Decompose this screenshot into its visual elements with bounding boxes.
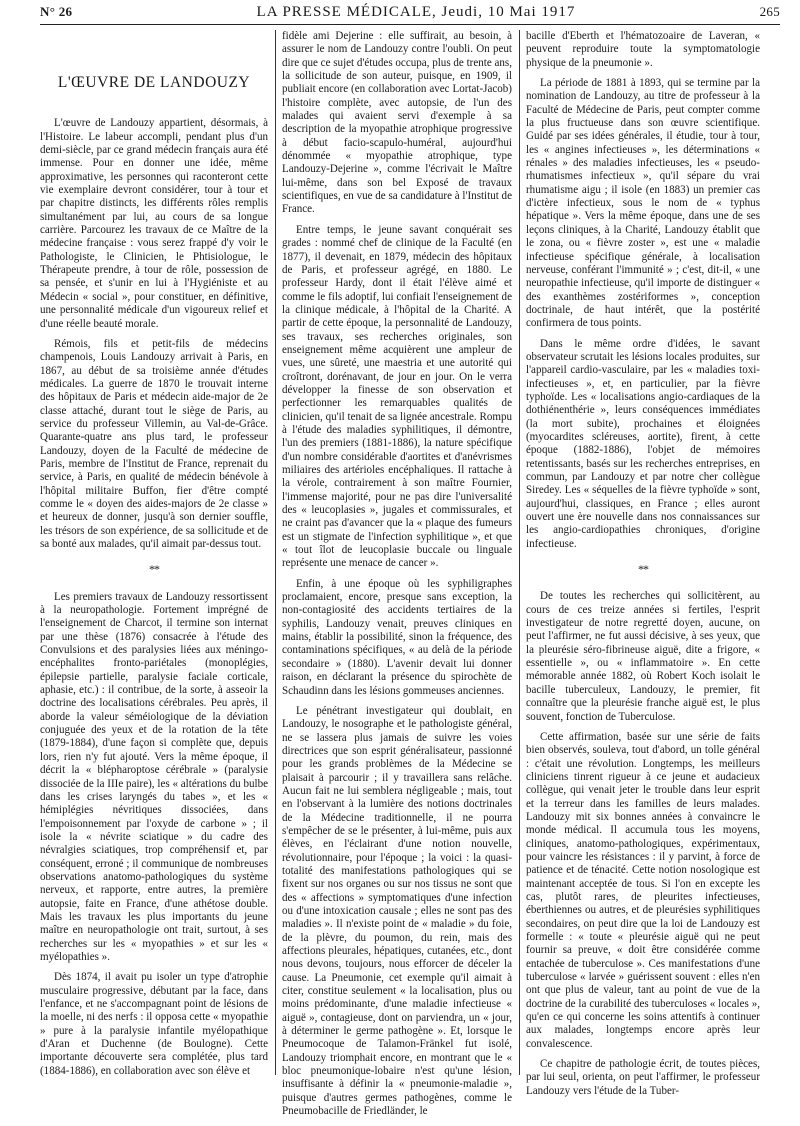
paragraph: Enfin, à une époque où les syphiligraphes proclamaient, encore, presque sans exception, la non-contagiosité des accidents tertiaires de la syphilis, Landouzy venait, preuves cliniques en mains, établir la possibilité, sinon la fréquence, des contaminations spécifiques, « au delà de la période secondaire » (1880). L'avenir devait lui donner raison, en déclarant la présence du spirochète de Schaudinn dans les lésions gommeuses anciennes. [282, 577, 512, 697]
column-2 [282, 30, 512, 1126]
paragraph: Les premiers travaux de Landouzy ressortissent à la neuropathologie. Fortement imprégné de l'enseignement de Charcot, il termine son internat par une thèse (1876) consacrée à l'étude des Convulsions et des paralysies liées aux méningo-encéphalites fronto-pariétales (monoplégies, épilepsie partielle, paralysie faciale corticale, aphasie, etc.) : il contribue, de la sorte, à asseoir la doctrine des localisations cérébrales. Peu après, il aborde la valeur séméiologique de la déviation conjuguée des yeux et de la rotation de la tête (1879-1884), d'une façon si complète que, depuis lors, rien n'y fut ajouté. Vers la même époque, il décrit la « blépharoptose cérébrale » (paralysie dissociée de la IIIe paire), les « altérations du bulbe dans les crises laryngés du tabes », et les « hémiplégies névritiques dissociées, dans l'empoisonnement par l'oxyde de carbone » ; il isole la « névrite sciatique » du cadre des névralgies sciatiques, trop compréhensif et, par conséquent, erroné ; il communique de nombreuses observations anatomo-pathologiques du système nerveux, et rapporte, entre autres, la première autopsie, faite en France, d'une athétose double. Mais les travaux les plus importants du jeune maître en neuropathologie ont trait, surtout, à ses recherches sur les « myopathies » et sur les « myélopathies ». [40, 590, 268, 963]
paragraph: fidèle ami Dejerine : elle suffirait, au besoin, à assurer le nom de Landouzy contre l'oubli. On peut dire que ce sujet d'études occupa, plus de trente ans, la sollicitude de son auteur, puisque, en 1909, il publiait encore (en collaboration avec Lortat-Jacob) l'histoire complète, avec autopsie, de l'un des malades qui avaient servi d'exemple à sa description de la myopathie atrophique progressive à début facio-scapulo-huméral, aujourd'hui dénommée « myopathie atrophique, type Landouzy-Dejerine », comme l'écrivait le Maître lui-même, dans son bel Exposé de travaux scientifiques, en vue de sa candidature à l'Institut de France. [282, 30, 512, 216]
page-header [40, 4, 780, 25]
column-1 [40, 30, 268, 1085]
article-title: L'ŒUVRE DE LANDOUZY [57, 74, 251, 91]
paragraph: Dès 1874, il avait pu isoler un type d'atrophie musculaire progressive, débutant par la face, dans l'enfance, et ne s'accompagnant point de lésions de la moelle, ni des nerfs : il opposa cette « myopathie » pure à la paralysie infantile myélopathique d'Aran et Duchenne (de Boulogne). Cette importante découverte sera complétée, plus tard (1884-1886), en collaboration avec son élève et [40, 971, 268, 1077]
section-asterism: ** [149, 562, 159, 577]
paragraph: Rémois, fils et petit-fils de médecins champenois, Louis Landouzy arrivait à Paris, en 1867, au début de sa troisième année d'études médicales. La guerre de 1870 le trouvait interne des hôpitaux de Paris et médecin aide-major de 2e classe attaché, durant tout le siège de Paris, au service du professeur Villemin, au Val-de-Grâce. Quarante-quatre ans plus tard, le professeur Landouzy, doyen de la Faculté de médecine de Paris, membre de l'Institut de France, reprenait du service, à Paris, en qualité de médecin bénévole à l'hôpital militaire Buffon, fier d'être compté comme le « doyen des aides-majors de 2e classe » et heureux de donner, jusqu'à son dernier souffle, les trésors de son expérience, de sa sollicitude et de sa bonté aux malades, qu'il aimait par-dessus tout. [40, 337, 268, 550]
paragraph: Cette affirmation, basée sur une série de faits bien observés, souleva, tout d'abord, un tolle général : c'était une révolution. Longtemps, les meilleurs cliniciens tinrent rigueur à ce jeune et audacieux collègue, qui venait jeter le trouble dans leur esprit et la terreur dans les familles de leurs malades. Landouzy mit six bonnes années à convaincre le monde médical. Il accumula tous les moyens, cliniques, anatomo-pathologiques, expérimentaux, pour vaincre les résistances : il y parvint, à force de patience et de ténacité. Cette notion nosologique est maintenant acceptée de tous. Si l'on en excepte les cas, plutôt rares, de pleurites infectieuses, éberthiennes ou autres, et de pleurésies syphilitiques secondaires, on peut dire que la loi de Landouzy est formelle : « toute « pleurésie aiguë qui ne peut fournir sa preuve, « doit être considérée comme entachée de tuberculose ». Ces manifestations d'une tuberculose « larvée » guérissent souvent : elles n'en ont que plus de valeur, tant au point de vue de la doctrine de la curabilité des tuberculoses « locales », qu'en ce qui concerne les soins attentifs à continuer aux malades, longtemps encore après leur convalescence. [526, 730, 760, 1050]
page-number: 265 [759, 4, 780, 19]
paragraph: Dans le même ordre d'idées, le savant observateur scrutait les lésions locales produites, sur l'appareil cardio-vasculaire, par les « maladies toxi-infectieuses », et, en particulier, par la fièvre typhoïde. Les « localisations angio-cardiaques de la dothiénenthérie », leurs conséquences immédiates (la mort subite), prochaines et éloignées (myocardites scléreuses, aortite), firent, à cette époque (1882-1886), l'objet de mémoires retentissants, basés sur les recherches entreprises, en commun, par Landouzy et par notre cher collègue Siredey. Les « séquelles de la fièvre typhoïde » sont, aujourd'hui, classiques, en France ; elles auront ouvert une ère nouvelle dans nos connaissances sur les angio-cardiopathies chroniques, d'origine infectieuse. [526, 337, 760, 550]
column-divider [275, 30, 276, 1075]
column-3 [526, 30, 760, 1105]
journal-title: LA PRESSE MÉDICALE, Jeudi, 10 Mai 1917 [256, 4, 576, 20]
paragraph: L'œuvre de Landouzy appartient, désormais, à l'Histoire. Le labeur accompli, pendant plus d'un demi-siècle, par ce grand médecin français aura été immense. Pour en donner une idée, même approximative, les personnes qui raconteront cette vie exemplaire devront considérer, tour à tour et par chapitre distincts, les différents rôles remplis simultanément par lui, au cours de sa longue carrière. Parcourez les travaux de ce Maître de la médecine française : vous serez frappé d'y voir le Pathologiste, le Clinicien, le Phtisiologue, le Thérapeute prendre, à tour de rôle, possession de sa pensée, et s'unir en lui à l'Hygiéniste et au Médecin « social », pour constituer, en définitive, une personnalité médicale d'un vigoureux relief et d'une réelle beauté morale. [40, 117, 268, 330]
paragraph: Ce chapitre de pathologie écrit, de toutes pièces, par lui seul, orienta, on peut l'affirmer, le professeur Landouzy vers l'étude de la Tuber- [526, 1058, 760, 1097]
section-asterism: ** [638, 562, 648, 577]
column-divider [519, 30, 520, 1075]
issue-number: N° 26 [40, 4, 73, 19]
paragraph: Entre temps, le jeune savant conquérait ses grades : nommé chef de clinique de la Faculté (en 1877), il devenait, en 1879, médecin des hôpitaux de Paris, et professeur agrégé, en 1880. Le professeur Hardy, dont il était l'élève aimé et comme le fils adoptif, lui confiait l'enseignement de la clinique médicale, à l'hôpital de la Charité. A partir de cette époque, la personnalité de Landouzy, ses travaux, ses recherches originales, son enseignement même acquièrent une ampleur de vues, une sûreté, une maestria et une autorité qui croîtront, dorénavant, de jour en jour. On le verra développer la finesse de son observation et perfectionner les remarquables qualités de clinicien, qu'il tenait de sa lignée ancestrale. Rompu à l'étude des maladies syphilitiques, il démontre, l'un des premiers (1881-1886), la nature spécifique d'un nombre considérable d'aortites et d'anévrismes miliaires des artérioles encéphaliques. Il rattache à la vérole, contrairement à son maître Fournier, l'immense majorité, pour ne pas dire l'universalité des « leucoplasies », jugales et commissurales, et ne craint pas d'avancer que la « plaque des fumeurs est un stigmate de l'infection syphilitique », et que « tout îlot de leucoplasie buccale ou linguale représente une menace de cancer ». [282, 223, 512, 570]
paragraph: bacille d'Eberth et l'hématozoaire de Laveran, « peuvent reproduire toute la symptomatologie physique de la pneumonie ». [526, 30, 760, 69]
paragraph: La période de 1881 à 1893, qui se termine par la nomination de Landouzy, au titre de professeur à la Faculté de Médecine de Paris, peut compter comme la plus fructueuse dans son œuvre scientifique. Guidé par ses idées générales, il étudie, tour à tour, les « angines infectieuses », les déterminations « rénales » des maladies infectieuses, les « pseudo-rhumatismes infectieux », qu'il sépare du vrai rhumatisme aigu ; il isole (en 1883) un premier cas d'ictère infectieux, sous le nom de « typhus hépatique ». Vers la même époque, dans une de ses leçons cliniques, à la Charité, Landouzy établit que le zona, ou « fièvre zoster », est une « maladie infectieuse spécifique générale, à localisation nerveuse, conférant l'immunité » ; c'est, dit-il, « une neuropathie infectieuse, qu'il importe de distinguer « des exanthèmes zostériformes », conception doctrinale, de haut intérêt, que la postérité confirmera de tous points. [526, 77, 760, 330]
paragraph: De toutes les recherches qui sollicitèrent, au cours de ces treize années si fertiles, l'esprit investigateur de notre regretté doyen, aucune, on peut l'affirmer, ne fut aussi décisive, à ses yeux, que la pleurésie séro-fibrineuse aiguë, dite a frigore, « essentielle », ou « inflammatoire ». En cette mémorable année 1882, où Robert Koch isolait le bacille tuberculeux, Landouzy, le premier, fit connaître que la pleurésie franche aiguë est, le plus souvent, fonction de Tuberculose. [526, 590, 760, 723]
paragraph: Le pénétrant investigateur qui doublait, en Landouzy, le nosographe et le pathologiste général, ne se lassera plus jamais de suivre les voies directrices que son esprit généralisateur, passionné pour les grands problèmes de la Médecine se plaisait à parcourir ; il y travaillera sans relâche. Aucun fait ne lui semblera négligeable ; mais, tout en l'observant à la lumière des notions doctrinales de la Médecine traditionnelle, il ne pourra s'empêcher de se le présenter, à lui-même, puis aux élèves, en l'éclairant d'une notion nouvelle, révolutionnaire, pour l'époque ; la voici : la quasi-totalité des manifestations pathologiques qui se fixent sur nos organes ou sur nos tissus ne sont que des « affections » symptomatiques d'une infection ou d'une intoxication causale ; elles ne sont pas des maladies ». Il n'existe point de « maladie » du foie, de la plèvre, du poumon, du rein, mais des affections pleurales, hépatiques, cutanées, etc., dont nous devons, toujours, nous efforcer de déceler la cause. La Pneumonie, cet exemple qu'il aimait à citer, constitue seulement « la localisation, plus ou moins prédominante, d'une maladie infectieuse « aiguë », contagieuse, dont on parviendra, un « jour, à déterminer le germe pathogène ». Et, lorsque le Pneumocoque de Talamon-Fränkel fut isolé, Landouzy triomphait encore, en montrant que le « bloc pneumonique-lobaire n'est qu'une lésion, insuffisante à définir la « pneumonie-maladie », puisque d'autres germes pathogènes, comme le Pneumobacille de Friedländer, le [282, 704, 512, 1118]
